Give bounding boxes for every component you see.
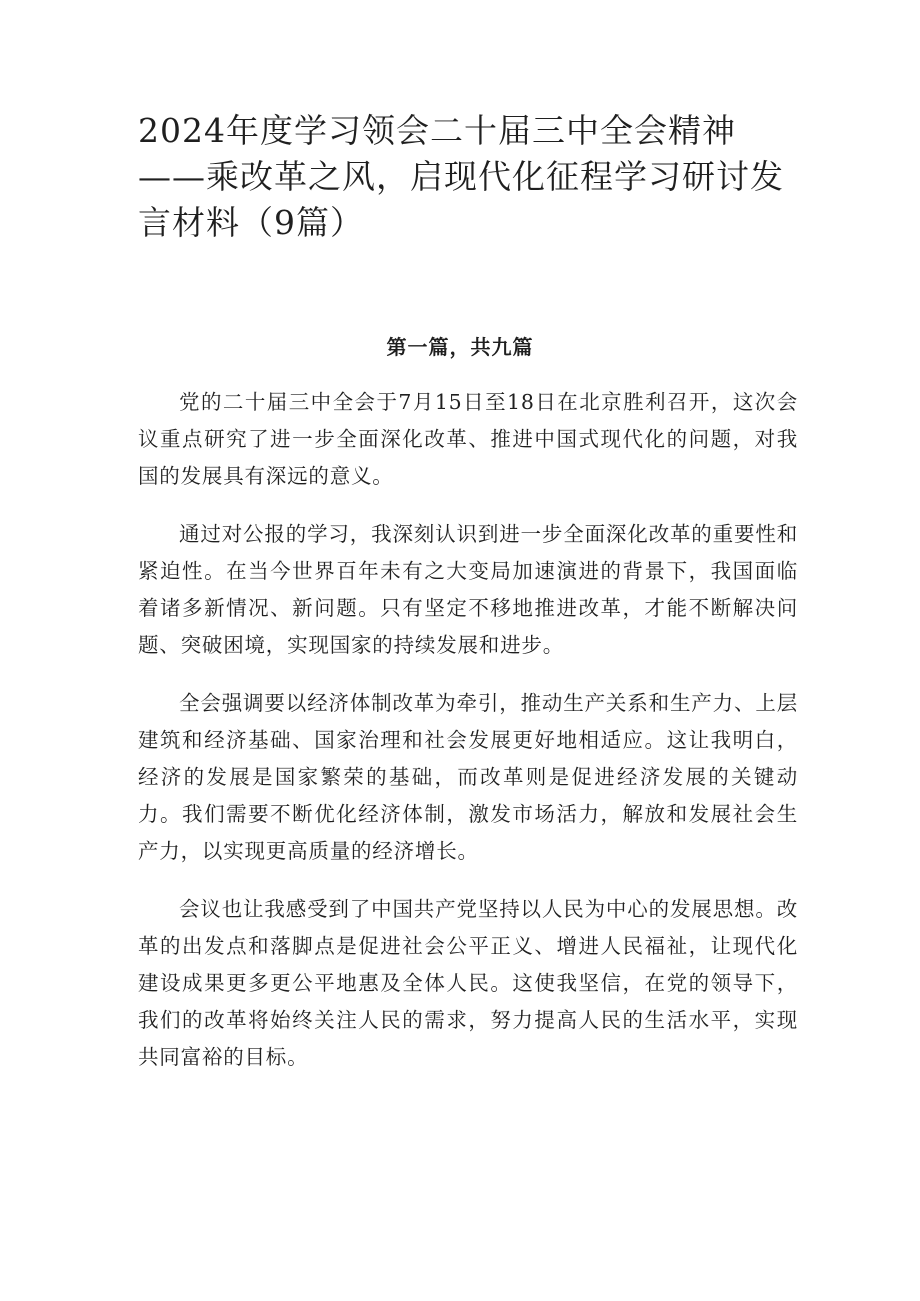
section-heading: 第一篇，共九篇 <box>386 335 534 359</box>
body-paragraph: 会议也让我感受到了中国共产党坚持以人民为中心的发展思想。改革的出发点和落脚点是促进社会公平正义、增进人民福祉，让现代化建设成果更多更公平地惠及全体人民。这使我坚信，在党的领导下，我们的改革将始终关注人民的需求，努力提高人民的生活水平，实现共同富裕的目标。 <box>138 897 798 1069</box>
document-body <box>138 384 798 1097</box>
document-title: 2024年度学习领会二十届三中全会精神——乘改革之风，启现代化征程学习研讨发言材料（9篇） <box>138 111 784 242</box>
body-paragraph: 通过对公报的学习，我深刻认识到进一步全面深化改革的重要性和紧迫性。在当今世界百年未有之大变局加速演进的背景下，我国面临着诸多新情况、新问题。只有坚定不移地推进改革，才能不断解决问题、突破困境，实现国家的持续发展和进步。 <box>138 522 798 657</box>
body-paragraph: 全会强调要以经济体制改革为牵引，推动生产关系和生产力、上层建筑和经济基础、国家治理和社会发展更好地相适应。这让我明白，经济的发展是国家繁荣的基础，而改革则是促进经济发展的关键动力。我们需要不断优化经济体制，激发市场活力，解放和发展社会生产力，以实现更高质量的经济增长。 <box>138 691 798 863</box>
body-paragraph: 党的二十届三中全会于7月15日至18日在北京胜利召开，这次会议重点研究了进一步全面深化改革、推进中国式现代化的问题，对我国的发展具有深远的意义。 <box>138 390 798 488</box>
